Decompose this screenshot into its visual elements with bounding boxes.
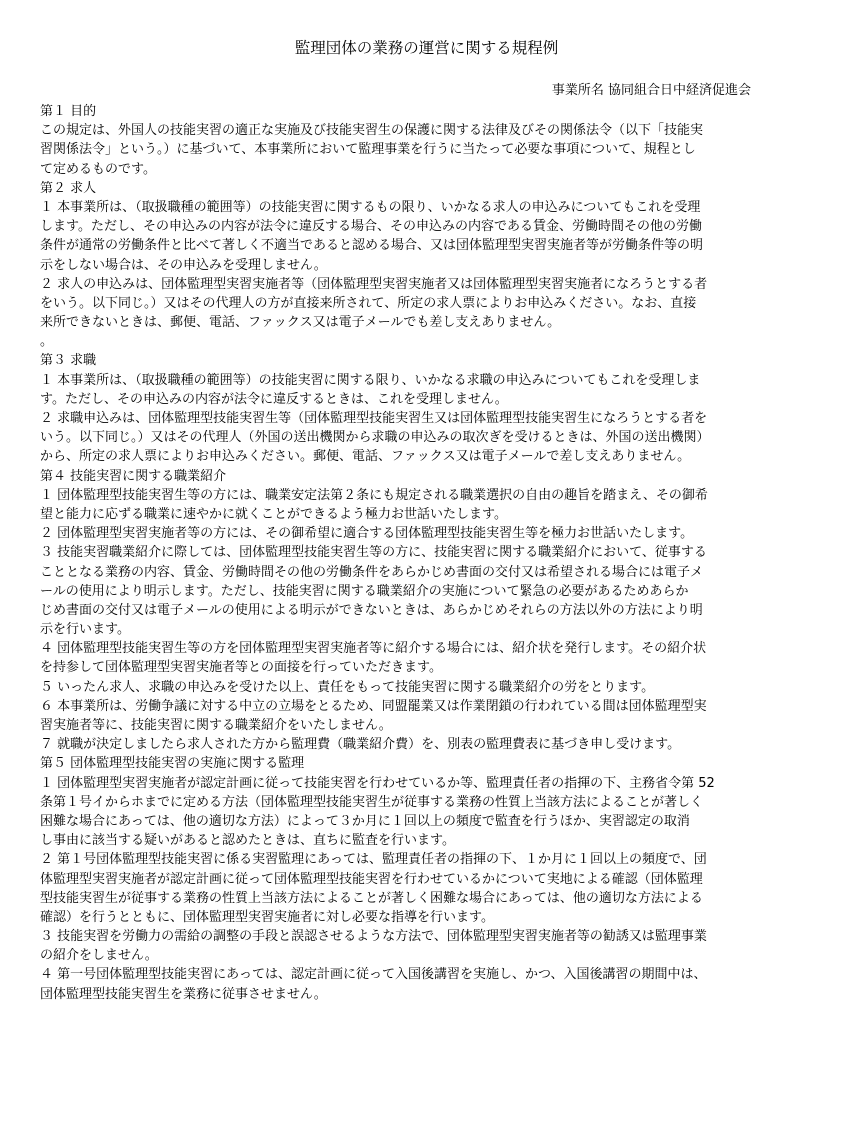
text-line: １ 団体監理型技能実習生等の方には、職業安定法第２条にも規定される職業選択の自由の趣旨を踏まえ、その御希 <box>40 487 708 503</box>
text-line: ６ 本事業所は、労働争議に対する中立の立場をとるため、同盟罷業又は作業閉鎖の行われている間は団体監理型実 <box>40 698 707 714</box>
text-line: 習関係法令」という。）に基づいて、本事業所において監理事業を行うに当たって必要な事項について、規程とし <box>40 142 696 158</box>
text-line: １ 本事業所は、（取扱職種の範囲等）の技能実習に関する限り、いかなる求職の申込みについてもこれを受理しま <box>40 372 701 388</box>
text-line: じめ書面の交付又は電子メールの使用による明示ができないときは、あらかじめそれらの方法以外の方法により明 <box>40 602 703 618</box>
text-line: 望と能力に応ずる職業に速やかに就くことができるよう極力お世話いたします。 <box>40 506 507 522</box>
text-line: ７ 就職が決定しましたら求人された方から監理費（職業紹介費）を、別表の監理費表に基づき申し受けます。 <box>40 737 681 753</box>
text-line: １ 本事業所は、（取扱職種の範囲等）の技能実習に関するもの限り、いかなる求人の申込みについてもこれを受理 <box>40 199 701 215</box>
text-line: します。ただし、その申込みの内容が法令に違反する場合、その申込みの内容である賃金、労働時間その他の労働 <box>40 219 702 235</box>
text-line: 習実施者等に、技能実習に関する職業紹介をいたしません。 <box>40 718 392 733</box>
text-line: の紹介をしません。 <box>40 948 158 964</box>
text-line: 第２ 求人 <box>40 180 97 196</box>
text-line: をいう。以下同じ。）又はその代理人の方が直接来所されて、所定の求人票によりお申込みください。なお、直接 <box>40 295 697 311</box>
document-title: 監理団体の業務の運営に関する規程例 <box>294 39 559 57</box>
text-line: いう。以下同じ。）又はその代理人（外国の送出機関から求職の申込みの取次ぎを受けるときは、外国の送出機関） <box>40 430 710 446</box>
text-line: ２ 団体監理型実習実施者等の方には、その御希望に適合する団体監理型技能実習生等を極力お世話いたします。 <box>40 526 694 542</box>
text-line: 型技能実習生が従事する業務の性質上当該方法によることが著しく困難な場合にあっては、他の適切な方法による <box>40 890 703 906</box>
text-line: 困難な場合にあっては、他の適切な方法）によって３か月に１回以上の頻度で監査を行うほか、実習認定の取消 <box>40 813 690 829</box>
text-line: から、所定の求人票によりお申込みください。郵便、電話、ファックス又は電子メールで差し支えありません。 <box>40 449 691 465</box>
text-line: 来所できないときは、郵便、電話、ファックス又は電子メールでも差し支えありません。 <box>40 315 561 331</box>
text-line: ２ 第１号団体監理型技能実習に係る実習監理にあっては、監理責任者の指揮の下、１か月に１回以上の頻度で、団 <box>40 852 707 868</box>
text-line: ５ いったん求人、求職の申込みを受けた以上、責任をもって技能実習に関する職業紹介の労をとります。 <box>40 679 655 695</box>
text-line: 。 <box>40 334 54 350</box>
text-line: し事由に該当する疑いがあると認めたときは、直ちに監査を行います。 <box>40 833 455 849</box>
text-line: 第１ 目的 <box>40 104 97 119</box>
text-line: 示をしない場合は、その申込みを受理しません。 <box>40 257 327 273</box>
text-line: 第４ 技能実習に関する職業紹介 <box>40 468 227 484</box>
text-line: ３ 技能実習を労働力の需給の調整の手段と誤認させるような方法で、団体監理型実習実施者等の勧誘又は監理事業 <box>40 929 707 945</box>
text-line: ールの使用により明示します。ただし、技能実習に関する職業紹介の実施について緊急の必要があるためあらか <box>40 583 689 599</box>
text-line: 条件が通常の労働条件と比べて著しく不適当であると認める場合、又は団体監理型実習実施者等が労働条件等の明 <box>40 238 704 254</box>
text-line: 第５ 団体監理型技能実習の実施に関する監理 <box>40 756 305 772</box>
text-line: この規定は、外国人の技能実習の適正な実施及び技能実習生の保護に関する法律及びその関係法令（以下「技能実 <box>40 123 704 139</box>
text-line: ２ 求人の申込みは、団体監理型実習実施者等（団体監理型実習実施者又は団体監理型実習実施者になろうとする者 <box>40 276 708 292</box>
text-line: す。ただし、その申込みの内容が法令に違反するときは、これを受理しません。 <box>40 391 508 407</box>
text-line: １ 団体監理型実習実施者が認定計画に従って技能実習を行わせているか等、監理責任者の指揮の下、主務省令第 52 <box>40 775 715 791</box>
text-line: 条第１号イからホまでに定める方法（団体監理型技能実習生が従事する業務の性質上当該方法によることが著しく <box>40 794 704 810</box>
text-line: ２ 求職申込みは、団体監理型技能実習生等（団体監理型技能実習生又は団体監理型技能実習生になろうとする者を <box>40 411 708 426</box>
text-line: こととなる業務の内容、賃金、労働時間その他の労働条件をあらかじめ書面の交付又は希望される場合には電子メ <box>40 564 704 580</box>
text-line: ４ 団体監理型技能実習生等の方を団体監理型実習実施者等に紹介する場合には、紹介状を発行します。その紹介状 <box>40 641 707 657</box>
text-line: 確認）を行うとともに、団体監理型実習実施者に対し必要な指導を行います。 <box>40 909 494 925</box>
office-name: 事業所名 協同組合日中経済促進会 <box>551 83 751 98</box>
text-line: 団体監理型技能実習生を業務に従事させません。 <box>40 986 327 1002</box>
text-line: 体監理型実習実施者が認定計画に従って団体監理型技能実習を行わせているかについて実地による確認（団体監理 <box>40 871 703 887</box>
text-line: ４ 第一号団体監理型技能実習にあっては、認定計画に従って入国後講習を実施し、かつ、入国後講習の期間中は、 <box>40 967 707 983</box>
text-line: を持参して団体監理型実習実施者等との面接を行っていただきます。 <box>40 660 442 676</box>
text-line: て定めるものです。 <box>40 161 156 177</box>
text-line: ３ 技能実習職業紹介に際しては、団体監理型技能実習生等の方に、技能実習に関する職業紹介において、従事する <box>40 545 707 561</box>
text-line: 第３ 求職 <box>40 353 97 369</box>
document-body <box>40 102 813 1004</box>
text-line: 示を行います。 <box>40 622 130 638</box>
